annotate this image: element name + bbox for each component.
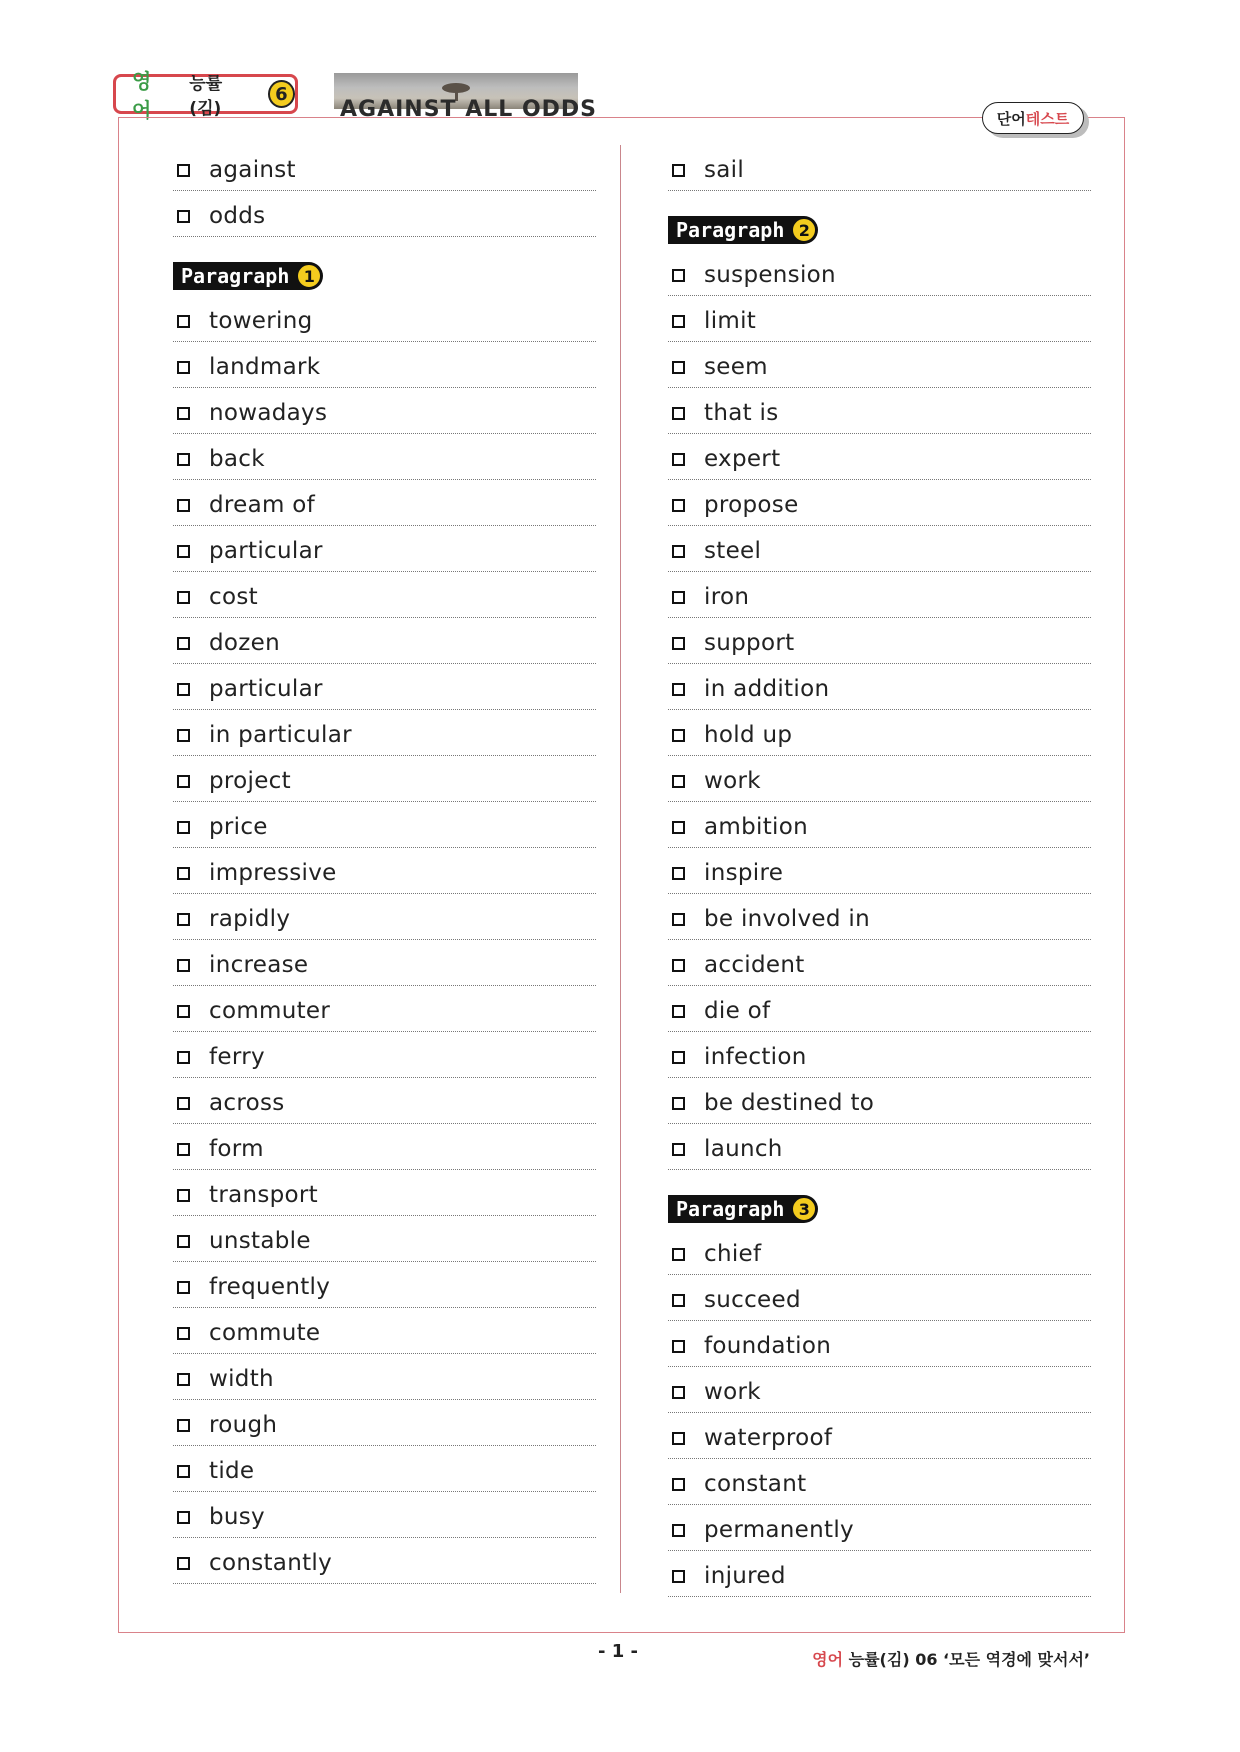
word-item — [173, 1446, 596, 1492]
paragraph-heading — [668, 1170, 1091, 1229]
checkbox-icon[interactable] — [177, 591, 190, 604]
checkbox-icon[interactable] — [672, 1248, 685, 1261]
word-item — [668, 1032, 1091, 1078]
word-item — [668, 618, 1091, 664]
checkbox-icon[interactable] — [177, 775, 190, 788]
vocab-word: hold up — [704, 722, 793, 748]
vocab-word: be destined to — [704, 1090, 875, 1116]
left-column — [173, 145, 596, 1584]
vocab-word: die of — [704, 998, 771, 1024]
checkbox-icon[interactable] — [672, 1143, 685, 1156]
paragraph-label: Paragraph — [676, 1197, 785, 1221]
checkbox-icon[interactable] — [177, 913, 190, 926]
vocab-word: accident — [704, 952, 805, 978]
vocab-word: busy — [209, 1504, 265, 1530]
word-item — [173, 1032, 596, 1078]
checkbox-icon[interactable] — [672, 1432, 685, 1445]
vocab-word: succeed — [704, 1287, 801, 1313]
checkbox-icon[interactable] — [177, 315, 190, 328]
word-item — [668, 1275, 1091, 1321]
checkbox-icon[interactable] — [672, 913, 685, 926]
checkbox-icon[interactable] — [177, 164, 190, 177]
vocab-word: commute — [209, 1320, 321, 1346]
word-item — [173, 986, 596, 1032]
word-item — [668, 434, 1091, 480]
paragraph-1-word-list — [173, 296, 596, 1584]
word-item — [173, 1400, 596, 1446]
subject-label: 영어 — [132, 69, 152, 122]
checkbox-icon[interactable] — [672, 1478, 685, 1491]
vocab-word: launch — [704, 1136, 783, 1162]
word-item — [173, 1262, 596, 1308]
vocab-word: expert — [704, 446, 781, 472]
vocab-word: frequently — [209, 1274, 331, 1300]
word-item — [668, 1321, 1091, 1367]
checkbox-icon[interactable] — [672, 269, 685, 282]
word-item — [668, 848, 1091, 894]
vocab-word: in particular — [209, 722, 352, 748]
checkbox-icon[interactable] — [177, 1419, 190, 1432]
checkbox-icon[interactable] — [672, 499, 685, 512]
word-test-badge — [982, 102, 1084, 134]
checkbox-icon[interactable] — [177, 637, 190, 650]
lesson-tab — [113, 69, 298, 122]
paragraph-3-word-list — [668, 1229, 1091, 1597]
word-item — [173, 618, 596, 664]
vocab-word: rapidly — [209, 906, 291, 932]
word-item — [668, 145, 1091, 191]
vocab-word: infection — [704, 1044, 807, 1070]
checkbox-icon[interactable] — [177, 361, 190, 374]
course-label: 능률(김) — [189, 74, 223, 119]
vocab-word: permanently — [704, 1517, 854, 1543]
checkbox-icon[interactable] — [672, 164, 685, 177]
word-item — [668, 296, 1091, 342]
checkbox-icon[interactable] — [177, 729, 190, 742]
vocab-word: form — [209, 1136, 264, 1162]
checkbox-icon[interactable] — [177, 499, 190, 512]
word-item — [668, 986, 1091, 1032]
vocab-word: width — [209, 1366, 274, 1392]
right-column — [668, 145, 1091, 1597]
checkbox-icon[interactable] — [672, 683, 685, 696]
vocab-word: limit — [704, 308, 757, 334]
checkbox-icon[interactable] — [177, 1511, 190, 1524]
word-item — [173, 1308, 596, 1354]
word-item — [668, 572, 1091, 618]
word-item — [668, 1413, 1091, 1459]
banner-title: AGAINST ALL ODDS — [340, 97, 598, 122]
vocab-word: inspire — [704, 860, 784, 886]
vocab-word: commuter — [209, 998, 331, 1024]
checkbox-icon[interactable] — [672, 867, 685, 880]
lesson-number-badge: 6 — [268, 80, 295, 108]
checkbox-icon[interactable] — [177, 1327, 190, 1340]
word-item — [173, 1216, 596, 1262]
checkbox-icon[interactable] — [177, 453, 190, 466]
checkbox-icon[interactable] — [177, 1465, 190, 1478]
checkbox-icon[interactable] — [672, 821, 685, 834]
vocab-word: impressive — [209, 860, 337, 886]
paragraph-number: 2 — [792, 218, 816, 242]
checkbox-icon[interactable] — [177, 1557, 190, 1570]
word-item — [668, 1459, 1091, 1505]
word-item — [173, 1124, 596, 1170]
word-item — [173, 526, 596, 572]
word-item — [668, 1551, 1091, 1597]
paragraph-number: 3 — [792, 1197, 816, 1221]
vocab-word: project — [209, 768, 291, 794]
word-item — [668, 940, 1091, 986]
vocab-word: iron — [704, 584, 750, 610]
word-item — [668, 388, 1091, 434]
word-item — [668, 480, 1091, 526]
checkbox-icon[interactable] — [177, 1051, 190, 1064]
word-item — [668, 1078, 1091, 1124]
checkbox-icon[interactable] — [672, 591, 685, 604]
vocab-word: dozen — [209, 630, 280, 656]
word-item — [668, 756, 1091, 802]
vocab-word: price — [209, 814, 268, 840]
vocab-word: towering — [209, 308, 313, 334]
checkbox-icon[interactable] — [177, 407, 190, 420]
word-item — [173, 1078, 596, 1124]
vocab-word: in addition — [704, 676, 830, 702]
vocab-word: cost — [209, 584, 258, 610]
checkbox-icon[interactable] — [177, 683, 190, 696]
vocab-word: particular — [209, 538, 323, 564]
checkbox-icon[interactable] — [672, 637, 685, 650]
vocab-word: transport — [209, 1182, 318, 1208]
badge-word-label: 단어 — [996, 109, 1026, 128]
word-item — [668, 1124, 1091, 1170]
footer-subject: 영어 — [812, 1650, 844, 1669]
checkbox-icon[interactable] — [672, 453, 685, 466]
word-item — [173, 145, 596, 191]
word-item — [173, 664, 596, 710]
checkbox-icon[interactable] — [177, 821, 190, 834]
lesson-banner-image — [334, 73, 598, 122]
vocab-word: increase — [209, 952, 309, 978]
checkbox-icon[interactable] — [672, 407, 685, 420]
vocab-word: unstable — [209, 1228, 311, 1254]
vocab-word: seem — [704, 354, 768, 380]
word-item — [668, 664, 1091, 710]
checkbox-icon[interactable] — [672, 775, 685, 788]
checkbox-icon[interactable] — [177, 210, 190, 223]
word-item — [668, 342, 1091, 388]
word-item — [668, 250, 1091, 296]
checkbox-icon[interactable] — [177, 1005, 190, 1018]
word-item — [173, 434, 596, 480]
vocab-word: rough — [209, 1412, 278, 1438]
checkbox-icon[interactable] — [672, 959, 685, 972]
vocab-word: waterproof — [704, 1425, 833, 1451]
vocab-word: ferry — [209, 1044, 265, 1070]
vocab-word: dream of — [209, 492, 316, 518]
word-item — [173, 940, 596, 986]
word-item — [173, 848, 596, 894]
paragraph-number: 1 — [297, 264, 321, 288]
paragraph-2-word-list — [668, 250, 1091, 1170]
vocab-word: ambition — [704, 814, 808, 840]
word-item — [173, 1354, 596, 1400]
vocab-word: odds — [209, 203, 266, 229]
checkbox-icon[interactable] — [177, 959, 190, 972]
vocab-word: foundation — [704, 1333, 832, 1359]
checkbox-icon[interactable] — [672, 729, 685, 742]
word-item — [668, 894, 1091, 940]
vocab-word: tide — [209, 1458, 255, 1484]
word-item — [173, 572, 596, 618]
checkbox-icon[interactable] — [177, 1143, 190, 1156]
vocab-word: be involved in — [704, 906, 870, 932]
word-item — [668, 526, 1091, 572]
vocab-word: back — [209, 446, 265, 472]
checkbox-icon[interactable] — [177, 1235, 190, 1248]
vocab-word: steel — [704, 538, 762, 564]
checkbox-icon[interactable] — [672, 1340, 685, 1353]
vocab-word: suspension — [704, 262, 836, 288]
checkbox-icon[interactable] — [177, 1373, 190, 1386]
checkbox-icon[interactable] — [672, 1005, 685, 1018]
footer-title — [812, 1647, 1090, 1670]
word-item — [668, 1505, 1091, 1551]
checkbox-icon[interactable] — [177, 1189, 190, 1202]
vocab-word: that is — [704, 400, 779, 426]
checkbox-icon[interactable] — [672, 1097, 685, 1110]
page-number: - 1 - — [598, 1641, 638, 1662]
checkbox-icon[interactable] — [672, 315, 685, 328]
word-item — [173, 1538, 596, 1584]
word-item — [173, 480, 596, 526]
word-item — [668, 1229, 1091, 1275]
word-item — [668, 710, 1091, 756]
vocab-word: across — [209, 1090, 285, 1116]
vocab-word: nowadays — [209, 400, 328, 426]
vocab-word: propose — [704, 492, 799, 518]
word-item — [173, 894, 596, 940]
word-item — [173, 388, 596, 434]
vocab-word: support — [704, 630, 795, 656]
word-item — [173, 191, 596, 237]
footer-lesson-title: 능률(김) 06 ‘모든 역경에 맞서서’ — [843, 1650, 1090, 1669]
vocab-word: constantly — [209, 1550, 332, 1576]
word-item — [173, 710, 596, 756]
checkbox-icon[interactable] — [672, 1570, 685, 1583]
word-item — [668, 802, 1091, 848]
vocab-word: particular — [209, 676, 323, 702]
checkbox-icon[interactable] — [672, 1294, 685, 1307]
intro-word-list — [173, 145, 596, 237]
checkbox-icon[interactable] — [672, 1386, 685, 1399]
word-item — [173, 1170, 596, 1216]
paragraph-label: Paragraph — [676, 218, 785, 242]
checkbox-icon[interactable] — [672, 1524, 685, 1537]
vocab-word: landmark — [209, 354, 321, 380]
checkbox-icon[interactable] — [177, 545, 190, 558]
column-divider — [620, 145, 621, 1593]
checkbox-icon[interactable] — [177, 1097, 190, 1110]
vocab-word: against — [209, 157, 296, 183]
paragraph-label: Paragraph — [181, 264, 290, 288]
vocab-word: injured — [704, 1563, 786, 1589]
word-item — [173, 342, 596, 388]
checkbox-icon[interactable] — [177, 1281, 190, 1294]
word-item — [173, 756, 596, 802]
checkbox-icon[interactable] — [177, 867, 190, 880]
paragraph-heading — [668, 191, 1091, 250]
checkbox-icon[interactable] — [672, 545, 685, 558]
word-item — [173, 1492, 596, 1538]
badge-test-label: 테스트 — [1025, 109, 1070, 128]
vocab-word: work — [704, 1379, 761, 1405]
intro-word-list — [668, 145, 1091, 191]
checkbox-icon[interactable] — [672, 361, 685, 374]
vocab-word: constant — [704, 1471, 807, 1497]
checkbox-icon[interactable] — [672, 1051, 685, 1064]
word-item — [173, 296, 596, 342]
word-item — [173, 802, 596, 848]
vocab-word: sail — [704, 157, 745, 183]
paragraph-heading — [173, 237, 596, 296]
vocab-word: chief — [704, 1241, 762, 1267]
vocab-word: work — [704, 768, 761, 794]
word-item — [668, 1367, 1091, 1413]
